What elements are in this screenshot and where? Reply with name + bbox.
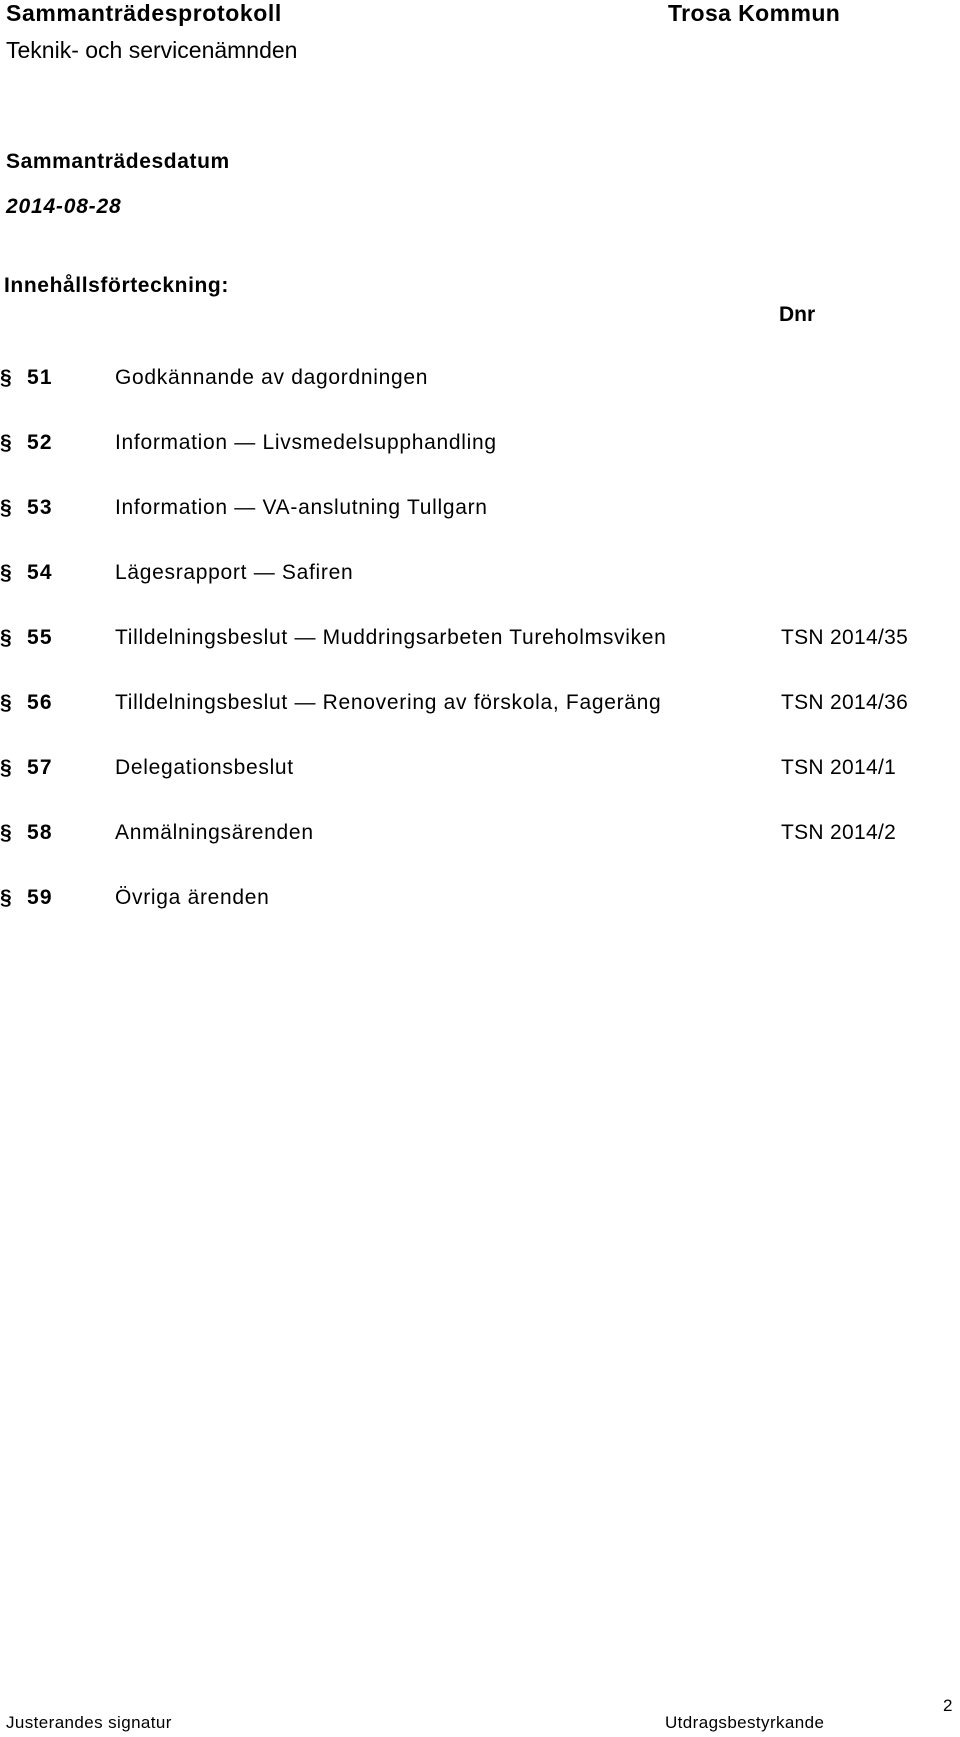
section-symbol: § <box>0 626 12 649</box>
item-number: 53 <box>27 496 53 519</box>
section-symbol: § <box>0 886 12 909</box>
item-title: Tilldelningsbeslut — Renovering av förskola, Fageräng <box>115 691 662 714</box>
toc-item-57 <box>0 756 960 786</box>
item-number: 54 <box>27 561 53 584</box>
item-number: 59 <box>27 886 53 909</box>
extract-label: Utdragsbestyrkande <box>665 1713 825 1732</box>
item-title: Lägesrapport — Safiren <box>115 561 354 584</box>
toc-item-53 <box>0 496 960 526</box>
item-number: 56 <box>27 691 53 714</box>
signature-label: Justerandes signatur <box>6 1713 172 1732</box>
item-title: Information — VA-anslutning Tullgarn <box>115 496 488 519</box>
item-number: 58 <box>27 821 53 844</box>
item-dnr: TSN 2014/35 <box>781 626 909 649</box>
item-dnr: TSN 2014/36 <box>781 691 909 714</box>
item-title: Övriga ärenden <box>115 886 270 909</box>
item-number: 55 <box>27 626 53 649</box>
municipality-name: Trosa Kommun <box>668 0 841 26</box>
toc-item-55 <box>0 626 960 656</box>
item-number: 57 <box>27 756 53 779</box>
section-symbol: § <box>0 756 12 779</box>
section-symbol: § <box>0 821 12 844</box>
toc-item-51 <box>0 366 960 396</box>
item-dnr: TSN 2014/2 <box>781 821 897 844</box>
item-number: 52 <box>27 431 53 454</box>
toc-item-58 <box>0 821 960 851</box>
item-dnr: TSN 2014/1 <box>781 756 897 779</box>
section-symbol: § <box>0 496 12 519</box>
section-symbol: § <box>0 561 12 584</box>
section-symbol: § <box>0 366 12 389</box>
item-title: Delegationsbeslut <box>115 756 294 779</box>
section-symbol: § <box>0 431 12 454</box>
toc-item-52 <box>0 431 960 461</box>
section-symbol: § <box>0 691 12 714</box>
dnr-heading: Dnr <box>779 303 816 326</box>
item-title: Information — Livsmedelsupphandling <box>115 431 497 454</box>
committee-name: Teknik- och servicenämnden <box>6 37 298 63</box>
item-title: Tilldelningsbeslut — Muddringsarbeten Tureholmsviken <box>115 626 667 649</box>
toc-heading: Innehållsförteckning: <box>4 274 229 297</box>
meeting-date-label: Sammanträdesdatum <box>6 150 230 173</box>
toc-item-56 <box>0 691 960 721</box>
toc-item-59 <box>0 886 960 916</box>
item-title: Anmälningsärenden <box>115 821 314 844</box>
document-type: Sammanträdesprotokoll <box>6 0 282 26</box>
item-number: 51 <box>27 366 53 389</box>
toc-item-54 <box>0 561 960 591</box>
page-number: 2 <box>943 1696 953 1715</box>
item-title: Godkännande av dagordningen <box>115 366 429 389</box>
meeting-date: 2014-08-28 <box>6 195 122 218</box>
